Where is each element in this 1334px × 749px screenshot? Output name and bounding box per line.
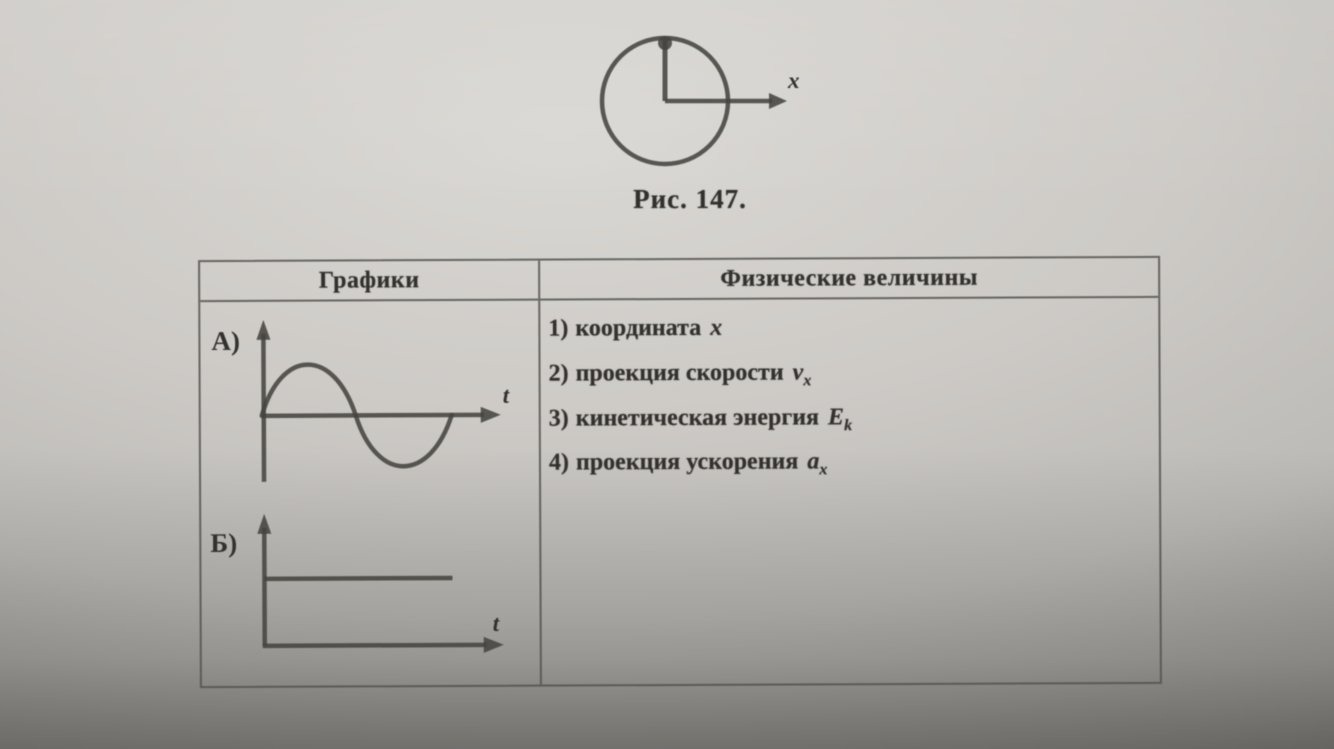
graph-a-t-arrowhead xyxy=(481,407,501,423)
quantity-item-2 xyxy=(548,353,1152,400)
quantity-symbol: v xyxy=(792,359,804,386)
graph-a-y-arrowhead xyxy=(256,320,270,340)
matching-table xyxy=(198,256,1162,688)
quantity-text: проекция ускорения xyxy=(575,448,799,476)
graph-b-t-arrowhead xyxy=(484,637,504,653)
graph-b-y-axis xyxy=(264,528,265,646)
graph-a-sine xyxy=(203,309,536,500)
quantities-cell xyxy=(538,298,1160,685)
quantity-item-4 xyxy=(549,442,1153,489)
graph-a-t-label: t xyxy=(502,382,510,408)
quantity-text: координата xyxy=(575,314,702,342)
graph-a-label: А) xyxy=(211,325,240,357)
quantity-number: 2) xyxy=(548,360,569,387)
quantity-subscript: x xyxy=(819,461,828,479)
constant-line xyxy=(264,578,452,579)
graph-b-t-axis xyxy=(263,645,487,646)
quantity-item-1 xyxy=(548,308,1152,355)
graph-b-t-label: t xyxy=(492,610,500,636)
graph-b-constant xyxy=(204,503,537,676)
quantity-text: кинетическая энергия xyxy=(575,403,820,432)
graph-b-label: Б) xyxy=(210,527,238,559)
graphs-cell xyxy=(200,301,540,686)
quantity-subscript: k xyxy=(844,416,853,434)
quantity-symbol: x xyxy=(710,314,723,341)
quantity-number: 3) xyxy=(548,405,569,432)
point-ball xyxy=(658,36,672,50)
quantity-item-3 xyxy=(549,398,1153,445)
graph-b-y-arrowhead xyxy=(257,514,271,534)
figure-caption: Рис. 147. xyxy=(633,184,747,214)
quantity-text: проекция скорости xyxy=(575,359,784,387)
x-axis-arrowhead xyxy=(769,93,787,109)
header-quantities: Физические величины xyxy=(538,258,1158,299)
quantity-number: 1) xyxy=(548,315,569,342)
header-graphs: Графики xyxy=(318,266,420,294)
quantity-subscript: x xyxy=(803,372,812,390)
rotation-circle-figure xyxy=(590,22,830,180)
x-axis-label: x xyxy=(788,68,800,93)
quantity-symbol: a xyxy=(807,448,820,475)
table-header-row xyxy=(200,258,1158,302)
quantity-number: 4) xyxy=(548,449,570,476)
quantity-symbol: E xyxy=(827,403,845,430)
